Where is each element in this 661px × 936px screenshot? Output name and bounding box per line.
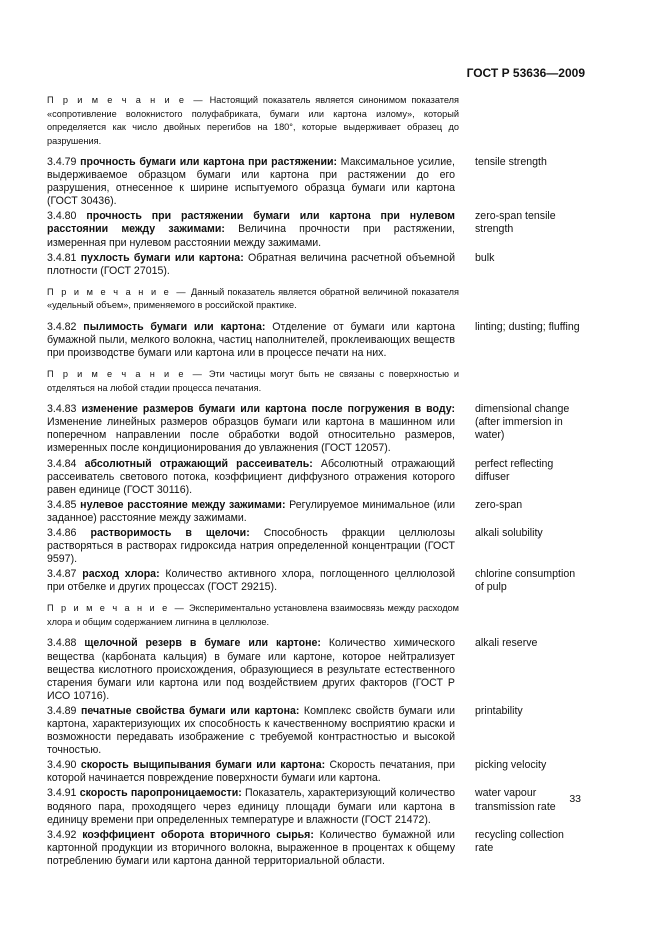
term-number: 3.4.83 <box>47 403 77 416</box>
term-number: 3.4.80 <box>47 210 77 223</box>
document-id: ГОСТ Р 53636—2009 <box>466 66 585 80</box>
term-text: Количество бумажной или картонной продукции из вторичного волокна, выраженное в процентах к общему потреблению бумаги или картона данной территориальной области. <box>47 828 455 867</box>
term-entry <box>47 499 587 525</box>
term-definition <box>47 759 455 785</box>
term-definition <box>47 252 455 278</box>
english-equivalent: perfect reflecting diffuser <box>475 457 554 483</box>
term-number: 3.4.88 <box>47 637 77 650</box>
term-entry <box>47 321 587 360</box>
english-equivalent: tensile strength <box>475 156 547 168</box>
note <box>47 286 459 313</box>
term-number: 3.4.92 <box>47 828 77 841</box>
term-number: 3.4.85 <box>47 498 77 511</box>
term-number: 3.4.84 <box>47 457 77 470</box>
term-entry <box>47 403 587 455</box>
term-definition <box>47 527 455 566</box>
term-title: скорость выщипывания бумаги или картона: <box>80 759 326 772</box>
english-equivalent: alkali solubility <box>475 526 543 539</box>
english-equivalent: linting; dusting; fluffing <box>475 320 580 333</box>
term-definition <box>47 787 455 826</box>
note <box>47 94 459 148</box>
term-entry <box>47 829 587 868</box>
term-definition <box>47 568 455 594</box>
term-definition <box>47 403 455 455</box>
term-definition <box>47 499 455 525</box>
term-text: Скорость печатания, при которой начинается повреждение поверхности бумаги или картона. <box>47 759 456 785</box>
term-definition <box>47 637 455 702</box>
english-equivalent: bulk <box>475 251 495 264</box>
term-title: нулевое расстояние между зажимами: <box>80 498 286 511</box>
term-text: Отделение от бумаги или картона бумажной пыли, мелкого волокна, частиц наполнителей, проклеивающих веществ при производстве бумаги или картона или в процессе печати на них. <box>47 320 455 360</box>
note-label: П р и м е ч а н и е — <box>47 603 186 614</box>
term-title: печатные свойства бумаги или картона: <box>80 704 300 717</box>
term-entry <box>47 759 587 785</box>
term-title: изменение размеров бумаги или картона после погружения в воду: <box>81 403 455 416</box>
term-text: Показатель, характеризующий количество водяного пара, проходящего через единицу площади бумаги или картона в единицу времени при определенных температуре и влажности (ГОСТ 21472). <box>47 787 455 826</box>
term-entry <box>47 210 587 249</box>
term-definition <box>47 156 455 208</box>
note-text: Эти частицы могут быть не связаны с поверхностью и отделяться на любой стадии процесса печатания. <box>47 369 459 393</box>
term-number: 3.4.79 <box>47 156 77 168</box>
term-text: Величина прочности при растяжении, измеренная при нулевом расстоянии между зажимами. <box>47 223 455 249</box>
note-label: П р и м е ч а н и е — <box>47 95 205 105</box>
term-entry <box>47 568 587 594</box>
term-title: прочность бумаги или картона при растяжении: <box>80 156 337 168</box>
term-number: 3.4.91 <box>47 787 77 800</box>
term-text: Изменение линейных размеров образцов бумаги или картона в машинном или поперечном направлении после обработки водой относительно размеров, измеренных после кондиционирования до увлажнения (ГОСТ 12057). <box>47 416 455 455</box>
term-title: абсолютный отражающий рассеиватель: <box>84 457 313 470</box>
term-definition <box>47 705 455 757</box>
term-text: Обратная величина расчетной объемной плотности (ГОСТ 27015). <box>47 251 455 277</box>
term-entry <box>47 527 587 566</box>
term-number: 3.4.89 <box>47 704 77 717</box>
term-definition <box>47 458 455 497</box>
note-text: Настоящий показатель является синонимом показателя «сопротивление волокнистого полуфабриката, бумаги или картона излому», который определяется как число двойных перегибов на 180°, которые выдерживает образец до разрушения. <box>47 95 459 146</box>
term-title: пылимость бумаги или картона: <box>83 320 266 333</box>
note <box>47 368 459 395</box>
english-equivalent: dimensional change (after immersion in water) <box>475 403 570 442</box>
term-number: 3.4.81 <box>47 251 77 264</box>
term-title: расход хлора: <box>82 568 160 581</box>
term-entry <box>47 705 587 757</box>
term-title: скорость паропроницаемости: <box>79 787 242 800</box>
term-text: Комплекс свойств бумаги или картона, характеризующих их способность к качественному восприятию краски и возможности передавать изображение с требуемой контрастностью и высокой точностью. <box>47 704 455 757</box>
english-equivalent: alkali reserve <box>475 637 538 650</box>
term-title: растворимость в щелочи: <box>90 526 250 539</box>
term-text: Способность фракции целлюлозы растворяться в растворах гидроксида натрия определенной концентрации (ГОСТ 9597). <box>47 526 455 566</box>
english-equivalent: printability <box>475 704 523 717</box>
document-body <box>47 94 587 870</box>
english-equivalent: water vapour transmission rate <box>475 787 556 813</box>
term-title: пухлость бумаги или картона: <box>80 251 244 264</box>
term-text: Абсолютный отражающий рассеиватель светового потока, коэффициент диффузного отражения которого равен единице (ГОСТ 30116). <box>47 457 455 496</box>
note-label: П р и м е ч а н и е — <box>47 286 188 297</box>
english-equivalent: zero-span <box>475 498 523 511</box>
term-number: 3.4.82 <box>47 320 77 333</box>
english-equivalent: recycling collection rate <box>475 828 564 854</box>
english-equivalent: zero-span tensile strength <box>475 210 556 236</box>
note <box>47 602 459 629</box>
term-definition <box>47 210 455 249</box>
term-entry <box>47 787 587 826</box>
term-entry <box>47 156 587 208</box>
term-text: Количество химического вещества (карбоната кальция) в бумаге или картоне, которое нейтрализует вещества кислотного происхождения, образующиеся в результате естественного старения бумаги или картона или под воздействием других факторов (ГОСТ Р ИСО 10716). <box>47 637 455 702</box>
term-title: прочность при растяжении бумаги или картона при нулевом расстоянии между зажимами: <box>47 210 455 236</box>
term-definition <box>47 321 455 360</box>
term-entry <box>47 637 587 702</box>
term-title: коэффициент оборота вторичного сырья: <box>82 828 314 841</box>
note-label: П р и м е ч а н и е — <box>47 369 205 380</box>
note-text: Данный показатель является обратной величиной показателя «удельный объем», применяемого в российской практике. <box>47 286 459 311</box>
term-number: 3.4.90 <box>47 759 77 772</box>
english-equivalent: chlorine consumption of pulp <box>475 568 576 594</box>
term-text: Максимальное усилие, выдерживаемое образцом бумаги или картона при растяжении до его разрушения, отнесенное к ширине испытуемого образца бумаги или картона (ГОСТ 30436). <box>47 156 455 208</box>
term-entry <box>47 458 587 497</box>
term-text: Регулируемое минимальное (или заданное) расстояние между зажимами. <box>47 498 456 524</box>
term-entry <box>47 252 587 278</box>
page-number: 33 <box>569 793 581 805</box>
term-number: 3.4.87 <box>47 568 77 581</box>
term-number: 3.4.86 <box>47 526 77 539</box>
term-title: щелочной резерв в бумаге или картоне: <box>84 637 321 650</box>
term-text: Количество активного хлора, поглощенного целлюлозой при отбелке и других процессах (ГОСТ 29215). <box>47 568 455 594</box>
note-text: Экспериментально установлена взаимосвязь между расходом хлора и общим содержанием лигнина в целлюлозе. <box>47 603 459 627</box>
term-definition <box>47 829 455 868</box>
english-equivalent: picking velocity <box>475 759 547 772</box>
